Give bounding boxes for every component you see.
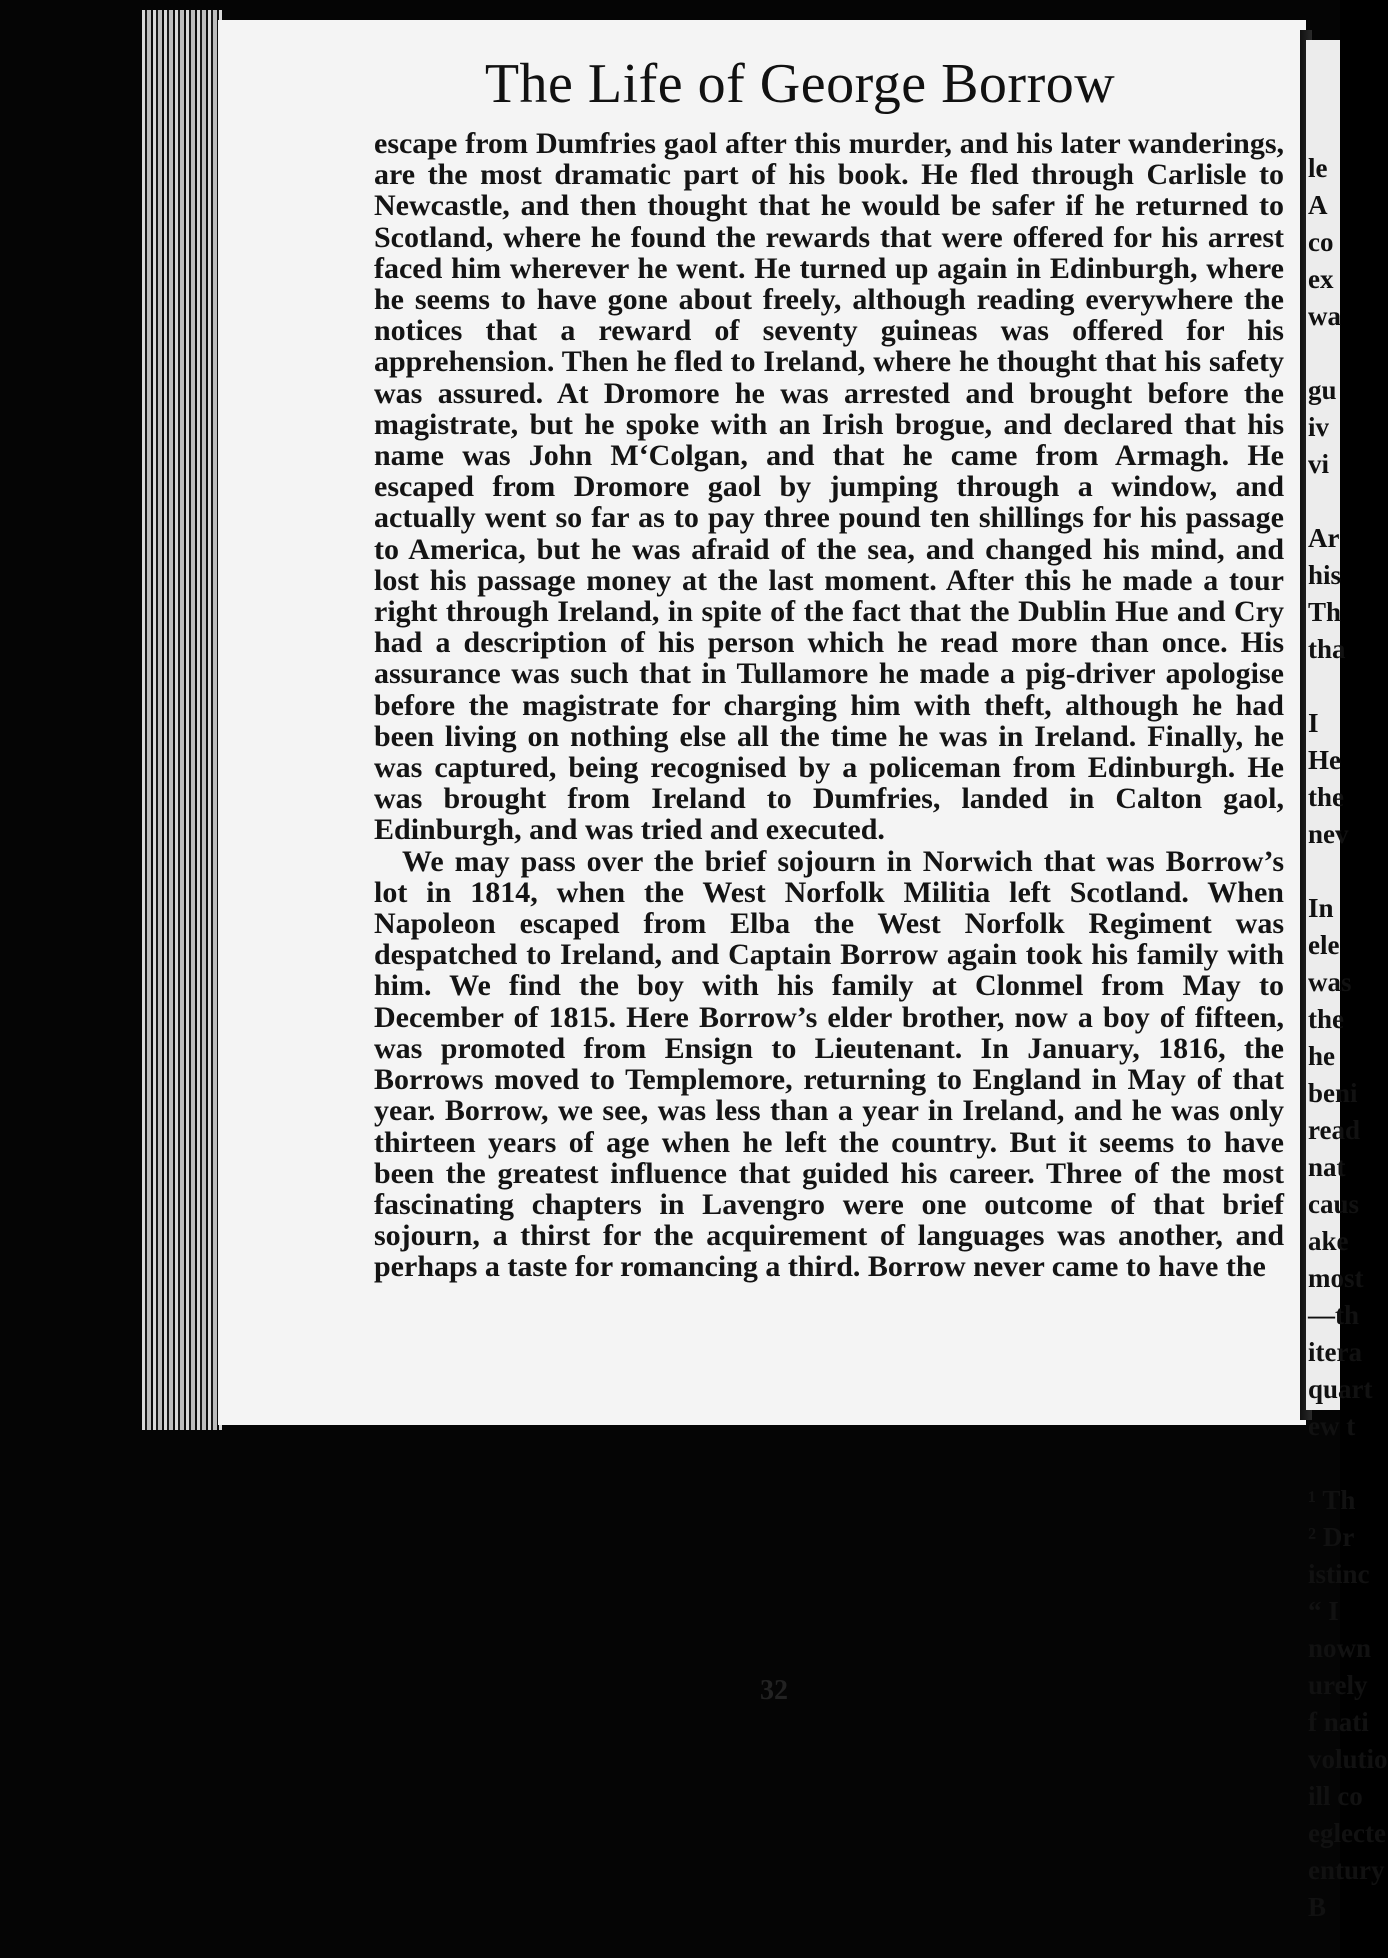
facing-fragment: ² Dr [1308, 1522, 1355, 1552]
facing-fragment: the [1308, 782, 1344, 812]
facing-fragment: the [1308, 1004, 1344, 1034]
facing-fragment: ele [1308, 930, 1340, 960]
page-title: The Life of George Borrow [484, 53, 1116, 115]
facing-fragment [1308, 335, 1348, 372]
facing-fragment: nev [1308, 819, 1349, 849]
facing-fragment: volutio [1308, 1744, 1388, 1774]
facing-fragment [1308, 483, 1348, 520]
facing-fragment: quart [1308, 1374, 1373, 1404]
facing-fragment: entury [1308, 1855, 1385, 1885]
facing-fragment: his [1308, 560, 1342, 590]
facing-fragment: ake [1308, 1226, 1349, 1256]
facing-fragment: urely [1308, 1670, 1368, 1700]
facing-fragment: iv [1308, 412, 1330, 442]
facing-fragment: tha [1308, 634, 1346, 664]
facing-fragment: In [1308, 893, 1334, 923]
facing-fragment: ex [1308, 264, 1334, 294]
facing-fragment: “ I [1308, 1596, 1339, 1626]
facing-fragment [1308, 1445, 1348, 1482]
facing-fragment: I [1308, 708, 1319, 738]
facing-fragment: f nati [1308, 1707, 1369, 1737]
facing-fragment: istinc [1308, 1559, 1370, 1589]
facing-fragment: Th [1308, 597, 1342, 627]
facing-fragment: —th [1308, 1300, 1360, 1330]
facing-fragment: B [1308, 1892, 1327, 1922]
facing-fragment: he [1308, 1041, 1335, 1071]
facing-fragment: nat [1308, 1152, 1346, 1182]
facing-fragment: Ar [1308, 523, 1340, 553]
facing-fragment: caus [1308, 1189, 1360, 1219]
facing-fragment: vi [1308, 449, 1330, 479]
page-edges-left [142, 10, 222, 1430]
facing-fragment [1308, 668, 1348, 705]
body-text [374, 128, 1284, 1283]
facing-fragment: wa [1308, 301, 1341, 331]
facing-fragment: ¹ Th [1308, 1485, 1356, 1515]
facing-fragment: gu [1308, 375, 1337, 405]
facing-fragment: beni [1308, 1078, 1358, 1108]
paragraph-2: We may pass over the brief sojourn in Norwich that was Borrow’s lot in 1814, when the West Norfolk Militia left Scotland. When Napoleon escaped from Elba the West Norfolk Regiment was despatched to Ireland, and Captain Borrow again took his family with him. We find the boy with his family at Clonmel from May to December of 1815. Here Borrow’s elder brother, now a boy of fifteen, was promoted from Ensign to Lieutenant. In January, 1816, the Borrows moved to Templemore, returning to England in May of that year. Borrow, we see, was less than a year in Ireland, and he was only thirteen years of age when he left the country. But it seems to have been the greatest influence that guided his career. Three of the most fascinating chapters in Lavengro were one outcome of that brief sojourn, a thirst for the acquirement of languages was another, and perhaps a taste for romancing a third. Borrow never came to have the [374, 844, 1284, 1284]
facing-page-text [1308, 150, 1388, 1926]
facing-fragment: ill co [1308, 1781, 1363, 1811]
facing-fragment: nown [1308, 1633, 1372, 1663]
facing-fragment: co [1308, 227, 1334, 257]
facing-page [1306, 40, 1388, 1922]
facing-fragment [1308, 853, 1348, 890]
facing-fragment: itera [1308, 1337, 1362, 1367]
facing-fragment: read [1308, 1115, 1360, 1145]
paragraph-1: escape from Dumfries gaol after this murder, and his later wanderings, are the most dramatic part of his book. He fled through Carlisle to Newcastle, and then thought that he would be safer if he returned to Scotland, where he found the rewards that were offered for his arrest faced him wherever he went. He turned up again in Edinburgh, where he seems to have gone about freely, although reading everywhere the notices that a reward of seventy guineas was offered for his apprehension. Then he fled to Ireland, where he thought that his safety was assured. At Dromore he was arrested and brought before the magistrate, but he spoke with an Irish brogue, and declared that his name was John M‘Colgan, and that he came from Armagh. He escaped from Dromore gaol by jumping through a window, and actually went so far as to pay three pound ten shillings for his passage to America, but he was afraid of the sea, and changed his mind, and lost his passage money at the last moment. After this he made a tour right through Ireland, in spite of the fact that the Dublin Hue and Cry had a description of his person which he read more than once. His assurance was such that in Tullamore he made a pig-driver apologise before the magistrate for charging him with theft, although he had been living on nothing else all the time he was in Ireland. Finally, he was captured, being recognised by a policeman from Edinburgh. He was brought from Ireland to Dumfries, landed in Calton gaol, Edinburgh, and was tried and executed. [374, 127, 1284, 847]
facing-fragment: A [1308, 190, 1328, 220]
page-number: 32 [760, 1675, 788, 1706]
facing-fragment: He [1308, 745, 1341, 775]
facing-fragment: le [1308, 153, 1328, 183]
facing-fragment: most [1308, 1263, 1364, 1293]
facing-fragment: eglecte [1308, 1818, 1386, 1848]
facing-fragment: ew t [1308, 1411, 1356, 1441]
facing-fragment: was [1308, 967, 1352, 997]
